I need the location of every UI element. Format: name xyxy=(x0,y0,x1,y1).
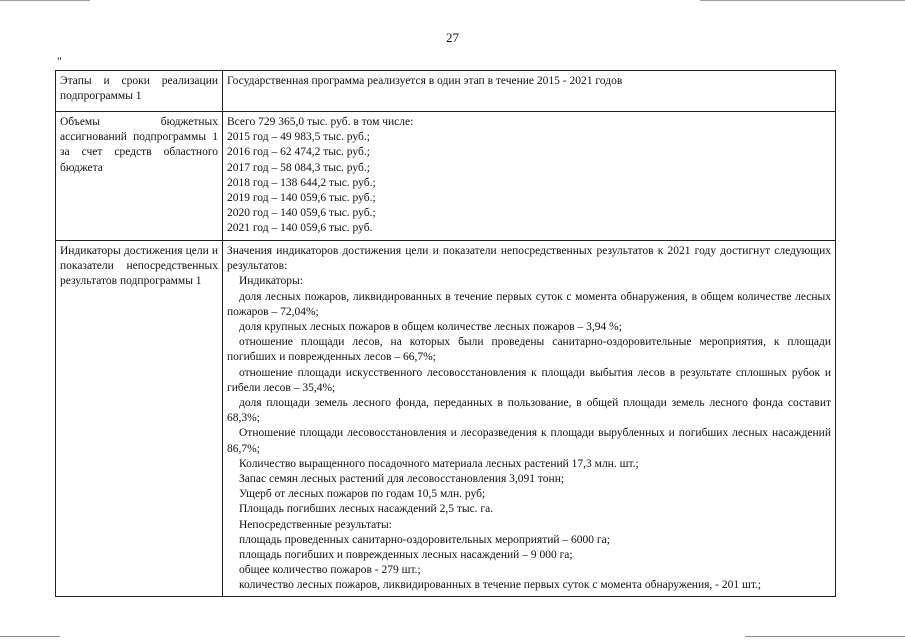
stages-text: Государственная программа реализуется в один этап в течение 2015 - 2021 годов xyxy=(227,75,623,87)
scan-edge-left xyxy=(0,0,90,1)
indicator-item: отношение площади искусственного лесовосстановления к площади выбытия лесов в результате сплошных рубок и гибели лесов – 35,4%; xyxy=(227,366,831,394)
budget-year-2017: 2017 год – 58 084,3 тыс. руб.; xyxy=(227,161,370,174)
table-row-budget xyxy=(56,112,836,241)
indicators-intro: Значения индикаторов достижения цели и показатели непосредственных результатов к 2021 году достигнут следующих результатов: xyxy=(227,245,831,273)
budget-content xyxy=(223,112,836,241)
indicator-item: Отношение площади лесовосстановления и лесоразведения к площади вырубленных и погибших лесных насаждений 86,7%; xyxy=(227,427,831,455)
scan-edge-right xyxy=(700,0,905,1)
stages-content xyxy=(223,71,836,112)
indicator-item: Ущерб от лесных пожаров по годам 10,5 млн. руб; xyxy=(239,488,486,501)
subprogram-passport-table xyxy=(55,70,836,597)
result-item: площадь проведенных санитарно-оздоровительных мероприятий – 6000 га; xyxy=(239,533,610,546)
indicator-item: доля лесных пожаров, ликвидированных в течение первых суток с момента обнаружения, в общем количестве лесных пожаров – 72,04%; xyxy=(227,290,831,318)
stages-label: Этапы и сроки реализации подпрограммы 1 xyxy=(56,71,223,112)
budget-year-2019: 2019 год – 140 059,6 тыс. руб.; xyxy=(227,192,376,205)
budget-total: Всего 729 365,0 тыс. руб. в том числе: xyxy=(227,116,414,128)
result-item: площадь погибших и поврежденных лесных насаждений – 9 000 га; xyxy=(239,549,573,562)
indicator-item: Запас семян лесных растений для лесовосстановления 3,091 тонн; xyxy=(239,473,565,486)
indicator-item: Площадь погибших лесных насаждений 2,5 тыс. га. xyxy=(239,503,494,516)
indicators-header: Индикаторы: xyxy=(239,275,303,288)
opening-quote-mark: " xyxy=(57,54,62,68)
budget-year-2016: 2016 год – 62 474,2 тыс. руб.; xyxy=(227,146,370,159)
page-number: 27 xyxy=(446,30,459,45)
budget-year-2020: 2020 год – 140 059,6 тыс. руб.; xyxy=(227,207,376,220)
scan-bottom-line-right xyxy=(745,636,905,637)
result-item: количество лесных пожаров, ликвидированных в течение первых суток с момента обнаружения, - 201 шт.; xyxy=(239,579,762,592)
indicator-item: Количество выращенного посадочного материала лесных растений 17,3 млн. шт.; xyxy=(239,457,639,470)
result-item: общее количество пожаров - 279 шт.; xyxy=(239,564,421,577)
budget-year-2021: 2021 год – 140 059,6 тыс. руб. xyxy=(227,222,373,235)
scan-bottom-line-left xyxy=(0,636,60,637)
indicators-label: Индикаторы достижения цели и показатели непосредственных результатов подпрограммы 1 xyxy=(56,241,223,597)
budget-year-2015: 2015 год – 49 983,5 тыс. руб.; xyxy=(227,131,370,144)
indicator-item: отношение площади лесов, на которых были проведены санитарно-оздоровительные мероприятия, к площади погибших и поврежденных лесов – 66,7%; xyxy=(227,336,831,364)
budget-label: Объемы бюджетных ассигнований подпрограммы 1 за счет средств областного бюджета xyxy=(56,112,223,241)
indicator-item: доля крупных лесных пожаров в общем количестве лесных пожаров – 3,94 %; xyxy=(239,321,622,334)
indicator-item: доля площади земель лесного фонда, переданных в пользование, в общей площади земель лесного фонда составит 68,3%; xyxy=(227,397,831,425)
budget-year-2018: 2018 год – 138 644,2 тыс. руб.; xyxy=(227,176,376,189)
results-header: Непосредственные результаты: xyxy=(239,518,392,531)
table-row-stages xyxy=(56,71,836,112)
table-row-indicators xyxy=(56,241,836,597)
indicators-content xyxy=(223,241,836,597)
